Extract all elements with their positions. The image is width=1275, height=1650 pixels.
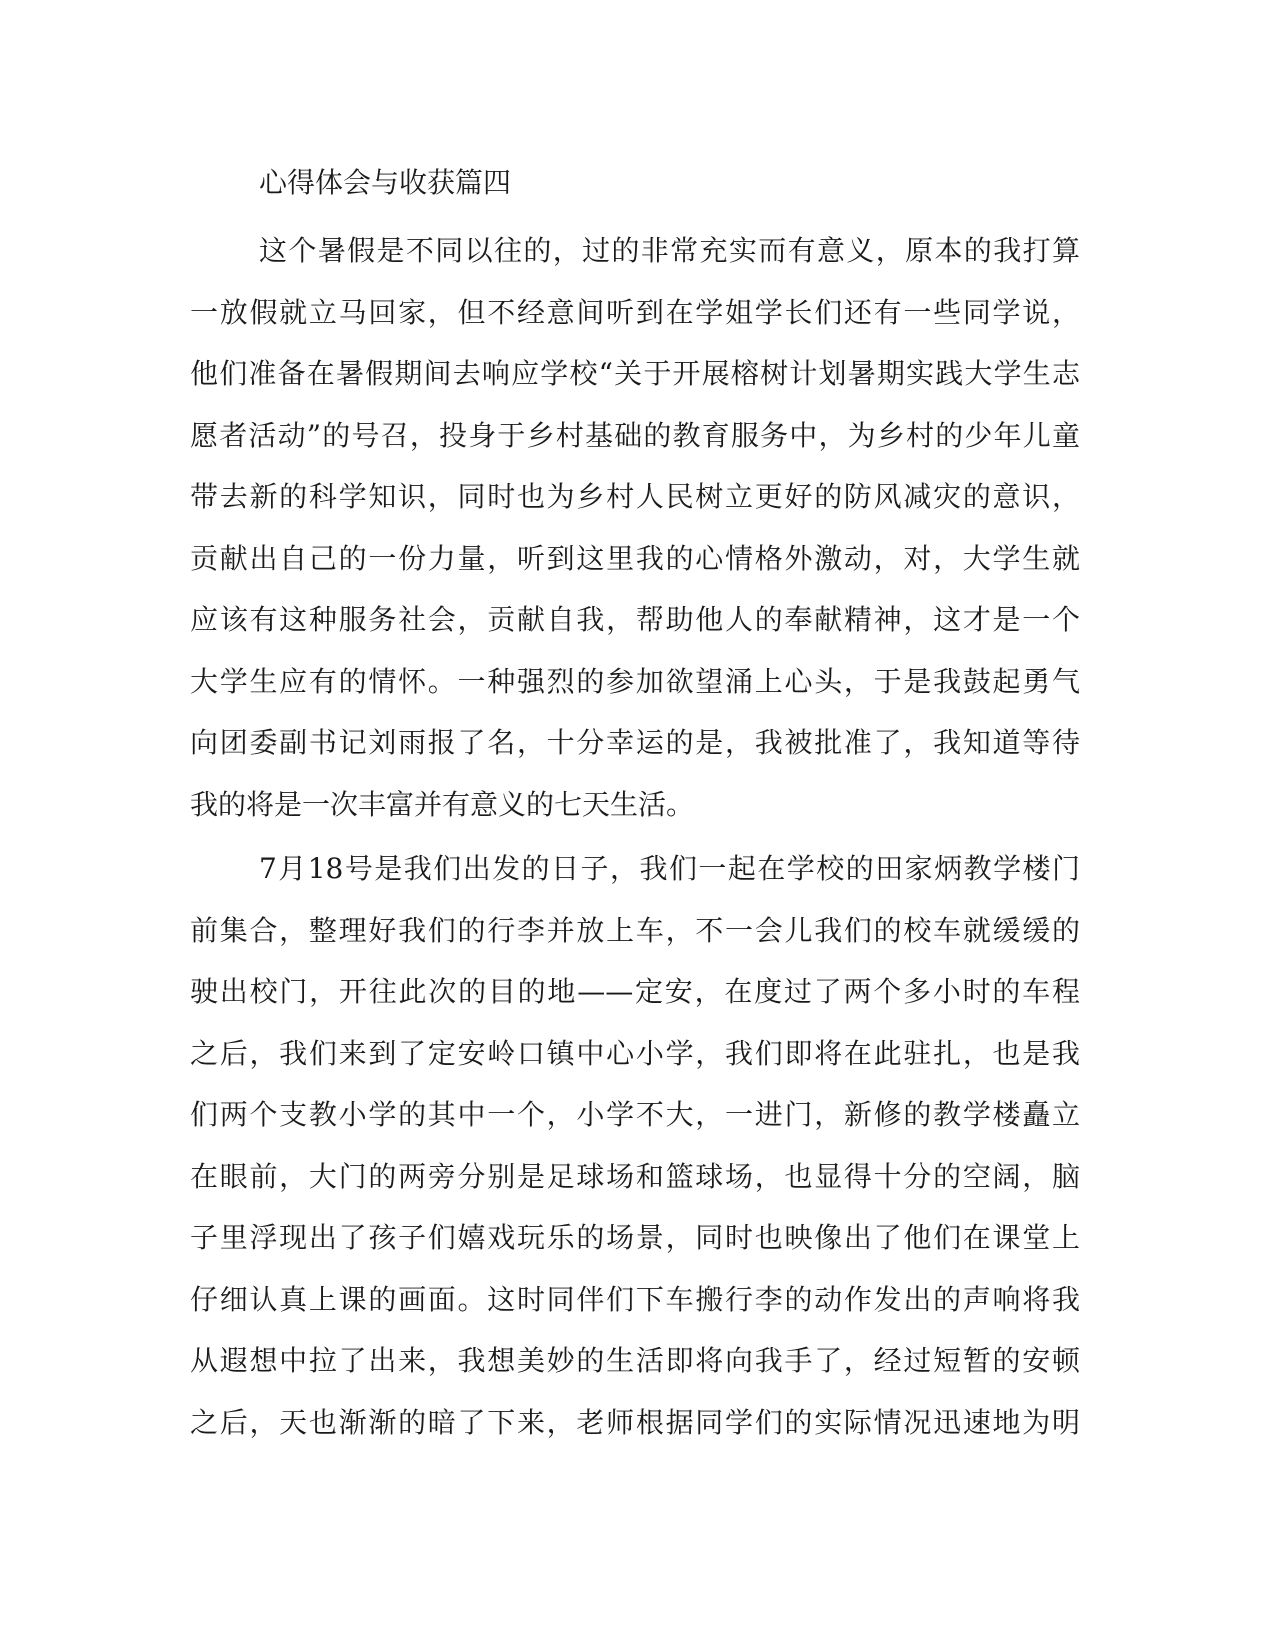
paragraph-line: 前集合，整理好我们的行李并放上车，不一会儿我们的校车就缓缓的 <box>190 913 1080 947</box>
paragraph-line: 从遐想中拉了出来，我想美妙的生活即将向我手了，经过短暂的安顿 <box>190 1344 1080 1377</box>
paragraph-2 <box>190 838 1080 1453</box>
paragraph-line: 子里浮现出了孩子们嬉戏玩乐的场景，同时也映像出了他们在课堂上 <box>190 1221 1080 1254</box>
paragraph-line: 之后，我们来到了定安岭口镇中心小学，我们即将在此驻扎，也是我 <box>190 1036 1080 1070</box>
paragraph-line: 这个暑假是不同以往的，过的非常充实而有意义，原本的我打算 <box>259 234 1080 267</box>
paragraph-line: 7月18号是我们出发的日子，我们一起在学校的田家炳教学楼门 <box>259 852 1080 885</box>
paragraph-line: 一放假就立马回家，但不经意间听到在学姐学长们还有一些同学说， <box>190 295 1080 329</box>
paragraph-line: 我的将是一次丰富并有意义的七天生活。 <box>190 787 695 821</box>
paragraph-line: 愿者活动”的号召，投身于乡村基础的教育服务中，为乡村的少年儿童 <box>190 418 1080 452</box>
paragraph-line: 向团委副书记刘雨报了名，十分幸运的是，我被批准了，我知道等待 <box>190 726 1080 759</box>
paragraph-line: 驶出校门，开往此次的目的地——定安，在度过了两个多小时的车程 <box>190 975 1080 1008</box>
paragraph-1 <box>190 220 1080 835</box>
paragraph-line: 大学生应有的情怀。一种强烈的参加欲望涌上心头，于是我鼓起勇气 <box>190 664 1080 698</box>
paragraph-line: 仔细认真上课的画面。这时同伴们下车搬行李的动作发出的声响将我 <box>190 1282 1080 1316</box>
paragraph-line: 他们准备在暑假期间去响应学校“关于开展榕树计划暑期实践大学生志 <box>190 357 1080 390</box>
paragraph-line: 们两个支教小学的其中一个，小学不大，一进门，新修的教学楼矗立 <box>190 1098 1080 1131</box>
paragraph-line: 在眼前，大门的两旁分别是足球场和篮球场，也显得十分的空阔，脑 <box>190 1159 1080 1193</box>
paragraph-line: 带去新的科学知识，同时也为乡村人民树立更好的防风减灾的意识， <box>190 480 1080 513</box>
paragraph-line: 之后，天也渐渐的暗了下来，老师根据同学们的实际情况迅速地为明 <box>190 1405 1080 1439</box>
paragraph-line: 贡献出自己的一份力量，听到这里我的心情格外激动，对，大学生就 <box>190 541 1080 575</box>
paragraph-line: 应该有这种服务社会，贡献自我，帮助他人的奉献精神，这才是一个 <box>190 603 1080 636</box>
document-title: 心得体会与收获篇四 <box>259 166 512 199</box>
